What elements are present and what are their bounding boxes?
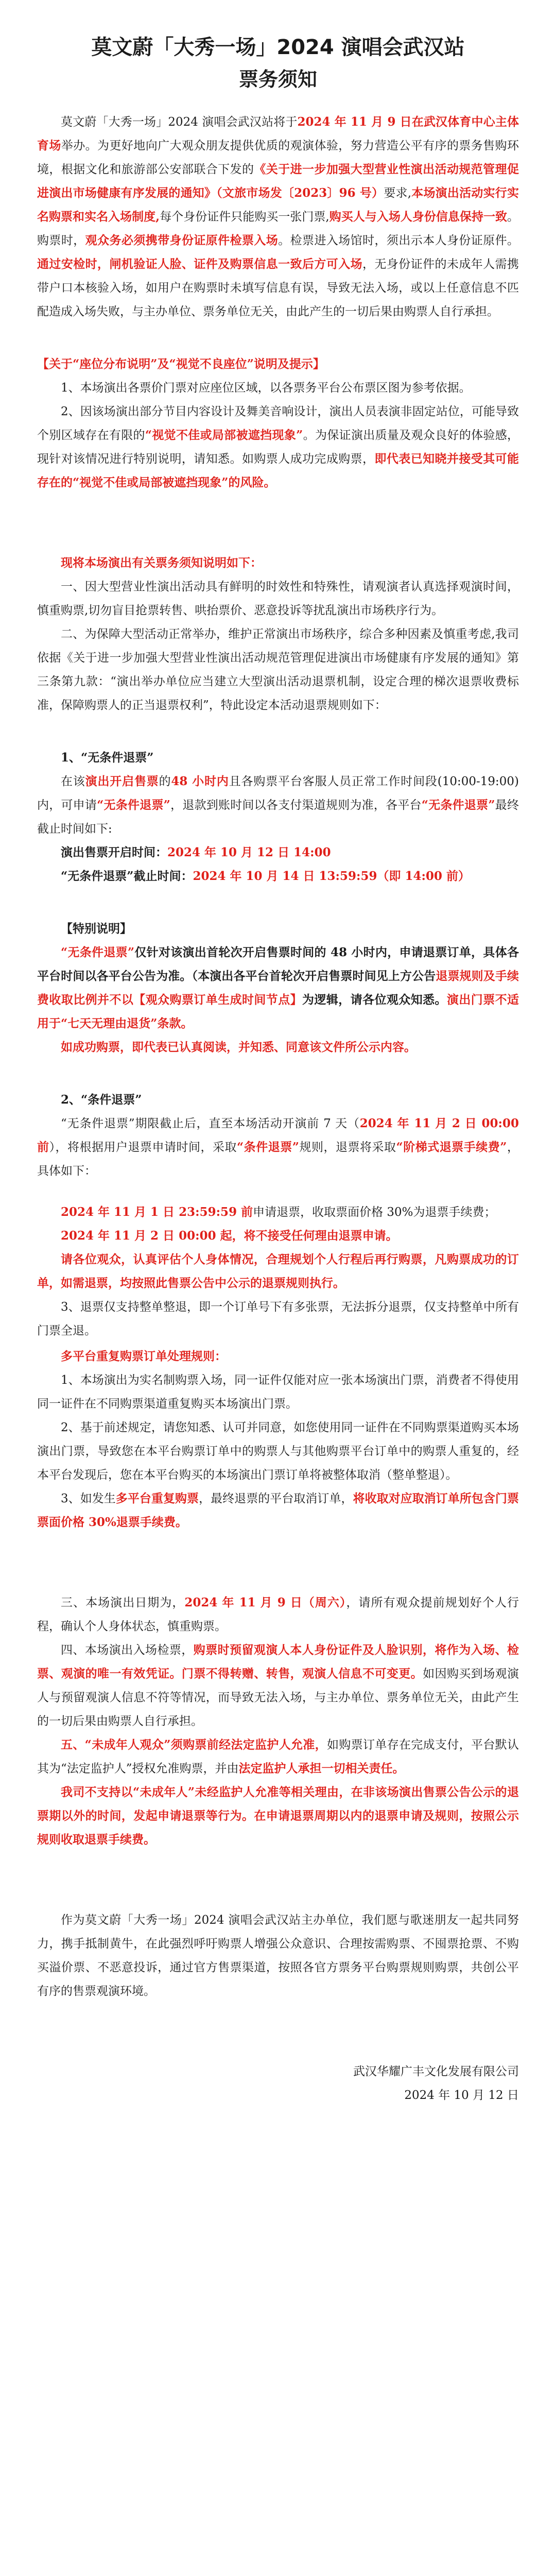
id-card-rule: 观众务必须携带身份证原件检票入场	[85, 233, 279, 247]
show-date-item	[37, 1591, 519, 1638]
deadline-value: 2024 年 10 月 14 日 13:59:59（即 14:00 前）	[193, 869, 471, 883]
uncond-text: 且各购票平台客服人员正常工作时间段(10:00-19:00) 内，可申请	[37, 775, 519, 812]
refund-intro-paragraph-2: 二、为保障大型活动正常举办，维护正常演出市场秩序，综合多种因素及慎重考虑,我司依据《关于进一步加强大型营业性演出活动规范管理促进演出市场健康有序发展的通知》第三条第九款：“演出举办单位应当建立大型演出活动退票机制，设定合理的梯次退票收费标准，保障购票人的正当退票权利”，特此设定本活动退票规则如下：	[37, 628, 519, 712]
show-date: 2024 年 11 月 9 日（周六）	[184, 1596, 346, 1609]
sale-start-line	[37, 841, 519, 865]
document-subtitle: 票务须知	[238, 68, 317, 91]
regulation-title: 《关于进一步加强大型营业性演出活动规范管理促进演出市场健康有序发展的通知》（文旅市场发〔2023〕96 号）	[37, 162, 519, 200]
seat-paragraph-1: 1、本场演出各票价门票对应座位区域，以各票务平台公布票区图为参考依据。	[61, 381, 471, 395]
order-time-node: 【观众购票订单生成时间节点】	[133, 993, 303, 1007]
ci-text: 四、本场演出入场检票，	[61, 1643, 194, 1657]
special-notes-heading: 【特别说明】	[61, 922, 132, 936]
minor-item	[37, 1733, 519, 1781]
signature-org: 武汉华耀广丰文化发展有限公司	[353, 2065, 519, 2078]
cancellation-fee-phrase: 将收取对应取消订单所包含门票票面价格 30%退票手续费。	[37, 1492, 519, 1529]
uncond-text: 最终截止时间如下:	[37, 799, 519, 836]
multi-platform-rule-2: 2、基于前述规定，请您知悉、认可并同意，如您使用同一证件在不同购票渠道购买本场演出门票，导致您在本平台购票订单中的购票人与其他购票平台订单中的购票人重复的，经本平台发现后，您在本平台购买的本场演出门票订单将被整体取消（整单整退）。	[37, 1421, 519, 1482]
ci-text: ，请所有观众提前规划好个人行程，确认个人身体状态，慎重购票。	[37, 1596, 519, 1633]
unconditional-refund-phrase: “无条件退票”	[421, 798, 495, 812]
plan-ahead-note: 请各位观众，认真评估个人身体情况，合理规划个人行程后再行购票，凡购票成功的订单，如需退票，均按照此售票公告中公示的退票规则执行。	[37, 1252, 519, 1290]
unconditional-refund-phrase: “无条件退票”	[97, 798, 170, 812]
entry-check-item	[37, 1638, 519, 1733]
whole-order-refund-note: 3、退票仅支持整单整退，即一个订单号下有多张票，无法拆分退票，仅支持整单中所有门票全退。	[37, 1300, 519, 1337]
special-text: 仅针对该演出首轮次开启售票时间的 48 小时内，申请退票订单，具体各平台时间以各平台公告为准。（本演出各平台首轮次开启售票时间见上方公告	[37, 945, 519, 983]
minor-refund-note: 我司不支持以“未成年人”未经监护人允准等相关理由，在非该场演出售票公告公示的退票期以外的时间，发起申请退票等行为。在申请退票周期以内的退票申请及规则，按照公示规则收取退票手续费。	[37, 1785, 519, 1846]
special-text: 退票规则及手续费收取比例并不以	[37, 969, 519, 1007]
intro-text: 要求,	[384, 187, 412, 200]
tiered-fee-phrase: “阶梯式退票手续费”	[396, 1140, 507, 1154]
conclusion-paragraph: 作为莫文蔚「大秀一场」2024 演唱会武汉站主办单位，我们愿与歌迷朋友一起共同努力，携手抵制黄牛，在此强烈呼吁购票人增强公众意识、合理按需购票、不囤票抢票、不购买溢价票、不恶意投诉，通过官方售票渠道，按照各官方票务平台购票规则购票，共创公平有序的售票观演环境。	[37, 1913, 519, 1998]
uncond-text: ，退款到账时间以各支付渠道规则为准，各平台	[170, 799, 422, 812]
no-refund-line: 2024 年 11 月 2 日 00:00 起，将不接受任何理由退票申请。	[61, 1229, 398, 1243]
intro-text: 举办。为更好地向广大观众朋友提供优质的观演体验，努力营造公平有序的票务售购环境，根据文化和旅游部公安部联合下发的	[37, 139, 519, 176]
deadline-label: “无条件退票”截止时间：	[61, 869, 193, 883]
ci-text: 如因购买到场观演人与预留观演人信息不符等情况，而导致无法入场，与主办单位、票务单位无关，由此产生的一切后果由购票人自行承担。	[37, 1667, 519, 1728]
multi-platform-rule-1: 1、本场演出为实名制购票入场，同一证件仅能对应一张本场演出门票，消费者不得使用同一证件在不同购票渠道重复购买本场演出门票。	[37, 1374, 519, 1411]
security-check-rule: 通过安检时，闸机验证人脸、证件及购票信息一致后方可入场	[37, 257, 363, 271]
special-notes-paragraph	[37, 941, 519, 1036]
cond-text: 规则，退票将采取	[299, 1141, 396, 1154]
minor-rule: 五、“未成年人观众”须购票前经法定监护人允准，	[61, 1738, 327, 1752]
unconditional-refund-heading: 1、“无条件退票”	[61, 751, 154, 765]
signature-date: 2024 年 10 月 12 日	[404, 2089, 519, 2102]
sale-start-value: 2024 年 10 月 12 日 14:00	[167, 845, 331, 859]
document-title: 莫文蔚「大秀一场」2024 演唱会武汉站	[91, 36, 465, 59]
intro-text: ，无身份证件的未成年人需携带户口本核验入场，如用户在购票时未填写信息有误，导致无法入场，或以上任意信息不匹配造成入场失败，与主办单位、票务单位无关，由此产生的一切后果由购票人自行承担。	[37, 258, 519, 318]
sale-open-phrase: 演出开启售票	[85, 774, 159, 788]
ci-text: 如购票订单存在完成支付，平台默认其为“法定监护人”授权允准购票，并由	[37, 1738, 519, 1775]
cond-text: ，具体如下：	[37, 1141, 519, 1178]
guardian-liability: 法定监护人承担一切相关责任。	[238, 1761, 405, 1775]
multi-platform-rule-3	[37, 1487, 519, 1534]
unconditional-refund-phrase: “无条件退票”	[61, 945, 135, 959]
real-name-rule: 本场演出活动实行实名购票和实名入场制度,	[37, 186, 519, 224]
fee-tier-text: 申请退票，收取票面价格 30%为退票手续费；	[253, 1206, 496, 1219]
refund-intro-paragraph-1: 一、因大型营业性演出活动具有鲜明的时效性和特殊性，请观演者认真选择观演时间，慎重购票,切勿盲目抢票转售、哄抬票价、恶意投诉等扰乱演出市场秩序行为。	[37, 580, 519, 617]
uncond-text: 的	[159, 775, 171, 788]
consent-note: 如成功购票，即代表已认真阅读，并知悉、同意该文件所公示内容。	[61, 1040, 416, 1054]
entry-credential-rule: 购票时预留观演人本人身份证件及人脸识别，将作为入场、检票、观演的唯一有效凭证。门票不得转赠、转售，观演人信息不可变更。	[37, 1643, 519, 1681]
intro-paragraph	[37, 110, 519, 324]
unconditional-refund-paragraph	[37, 770, 519, 841]
event-date-venue: 2024 年 11 月 9 日在武汉体育中心主体育场	[37, 115, 519, 152]
seat-section-heading: 【关于“座位分布说明”及“视觉不良座位”说明及提示】	[37, 357, 325, 371]
intro-text: 。购票时，	[37, 210, 519, 247]
seat-text: 2、因该场演出部分节目内容设计及舞美音响设计，演出人员表演非固定站位，可能导致个别区域存在有限的	[37, 405, 519, 442]
fee-tier-date: 2024 年 11 月 1 日 23:59:59 前	[61, 1205, 253, 1219]
seat-paragraph-2	[37, 400, 519, 495]
48-hours-phrase: 48 小时内	[171, 774, 229, 788]
risk-acceptance-note: 即代表已知晓并接受其可能存在的“视觉不佳或局部被遮挡现象”的风险。	[37, 452, 519, 489]
visual-obstruction-note: “视觉不佳或局部被遮挡现象”	[145, 428, 303, 442]
refund-notes-heading: 现将本场演出有关票务须知说明如下：	[61, 556, 262, 570]
cond-text: “无条件退票”期限截止后，直至本场活动开演前 7 天（	[61, 1117, 360, 1130]
fee-tier-line	[37, 1200, 519, 1224]
special-text: 为逻辑，请各位观众知悉。	[302, 993, 447, 1007]
conditional-refund-paragraph	[37, 1112, 519, 1183]
identity-match-rule: 购买人与入场人身份信息保持一致	[329, 210, 507, 224]
cond-text: ），将根据用户退票申请时间，采取	[49, 1141, 237, 1154]
cond-deadline: 2024 年 11 月 2 日 00:00 前	[37, 1116, 519, 1154]
duplicate-purchase-phrase: 多平台重复购票	[115, 1492, 199, 1505]
intro-text: 莫文蔚「大秀一场」2024 演唱会武汉站将于	[61, 115, 298, 129]
seat-text: 。为保证演出质量及观众良好的体验感，现针对该情况进行特别说明，请知悉。如购票人成功完成购票，	[37, 429, 519, 466]
uncond-text: 在该	[61, 775, 85, 788]
ci-text: 三、本场演出日期为，	[61, 1596, 185, 1609]
conditional-refund-phrase: “条件退票”	[237, 1140, 300, 1154]
unconditional-deadline-line	[37, 865, 519, 888]
multi-platform-heading: 多平台重复购票订单处理规则：	[61, 1349, 227, 1363]
sale-start-label: 演出售票开启时间：	[61, 845, 167, 859]
mp-text: 3、如发生	[61, 1492, 116, 1505]
intro-text: 。检票进入场馆时，须出示本人身份证原件。	[278, 234, 519, 247]
mp-text: ，最终退票的平台取消订单，	[199, 1492, 353, 1505]
intro-text: 每个身份证件只能购买一张门票,	[160, 210, 329, 224]
seven-day-exclusion: 演出门票不适用于“七天无理由退货”条款。	[37, 993, 519, 1030]
conditional-refund-heading: 2、“条件退票”	[61, 1093, 142, 1107]
